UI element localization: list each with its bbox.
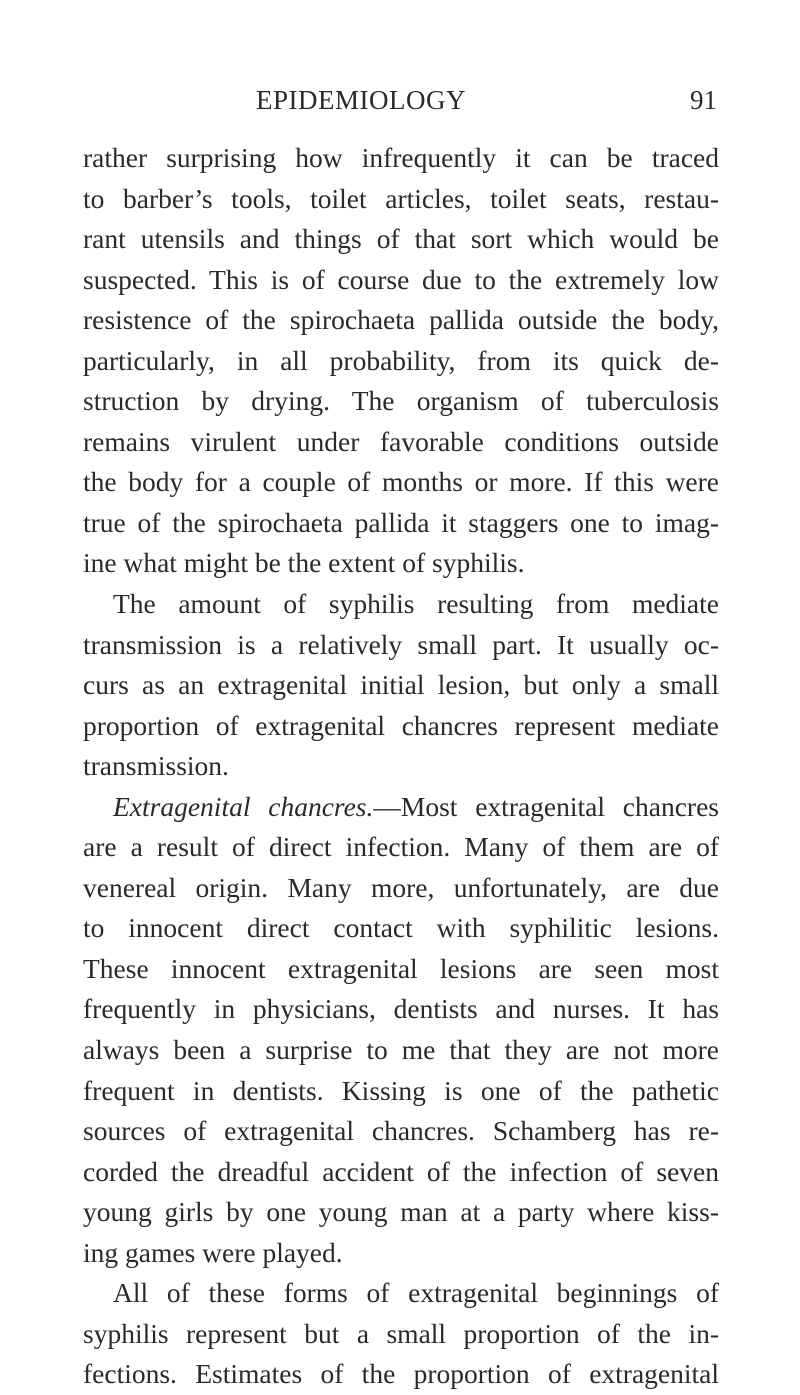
section-heading: Extragenital chancres. bbox=[113, 790, 374, 822]
text-line: particularly, in all probability, from its quick de- bbox=[83, 344, 719, 376]
text-line: syphilis represent but a small proportion of the in- bbox=[83, 1317, 719, 1349]
text-line: transmission. bbox=[83, 750, 229, 782]
text-line: to barber’s tools, toilet articles, toilet seats, restau- bbox=[83, 182, 719, 214]
text-line: ing games were played. bbox=[83, 1236, 343, 1268]
text-line: ine what might be the extent of syphilis. bbox=[83, 547, 525, 579]
text-line: corded the dreadful accident of the infection of seven bbox=[83, 1155, 719, 1187]
text-line: frequently in physicians, dentists and nurses. It has bbox=[83, 993, 719, 1025]
text-line: These innocent extragenital lesions are seen most bbox=[83, 952, 719, 984]
text-line: young girls by one young man at a party where kiss- bbox=[83, 1196, 719, 1228]
section-heading-line bbox=[83, 787, 719, 828]
text-line: to innocent direct contact with syphilitic lesions. bbox=[83, 912, 719, 944]
text-line: transmission is a relatively small part. It usually oc- bbox=[83, 628, 719, 660]
running-title: EPIDEMIOLOGY bbox=[256, 85, 466, 115]
text-line: are a result of direct infection. Many of them are of bbox=[83, 831, 719, 863]
text-line: venereal origin. Many more, unfortunately, are due bbox=[83, 871, 719, 903]
text-line: the body for a couple of months or more. If this were bbox=[83, 466, 719, 498]
text-line: suspected. This is of course due to the extremely low bbox=[83, 263, 719, 295]
text-line: rather surprising how infrequently it can be traced bbox=[83, 142, 719, 173]
text-line: fections. Estimates of the proportion of extragenital bbox=[83, 1358, 719, 1390]
text-line: struction by drying. The organism of tuberculosis bbox=[83, 385, 719, 417]
section-heading-continuation: —Most extragenital chancres bbox=[373, 790, 719, 822]
text-line: The amount of syphilis resulting from mediate bbox=[113, 588, 719, 620]
page-number: 91 bbox=[690, 85, 717, 115]
text-line: curs as an extragenital initial lesion, but only a small bbox=[83, 669, 719, 701]
text-line: remains virulent under favorable conditions outside bbox=[83, 425, 719, 457]
text-line: frequent in dentists. Kissing is one of the pathetic bbox=[83, 1074, 719, 1106]
text-line: sources of extragenital chancres. Schamberg has re- bbox=[83, 1115, 719, 1147]
body-text bbox=[83, 138, 719, 1395]
text-line: always been a surprise to me that they are not more bbox=[83, 1034, 719, 1066]
text-line: proportion of extragenital chancres represent mediate bbox=[83, 709, 719, 741]
running-head bbox=[0, 80, 800, 120]
text-line: resistence of the spirochaeta pallida outside the body, bbox=[83, 304, 719, 336]
text-line: All of these forms of extragenital beginnings of bbox=[113, 1277, 719, 1309]
text-line: rant utensils and things of that sort which would be bbox=[83, 223, 719, 255]
text-line: true of the spirochaeta pallida it staggers one to imag- bbox=[83, 506, 719, 538]
